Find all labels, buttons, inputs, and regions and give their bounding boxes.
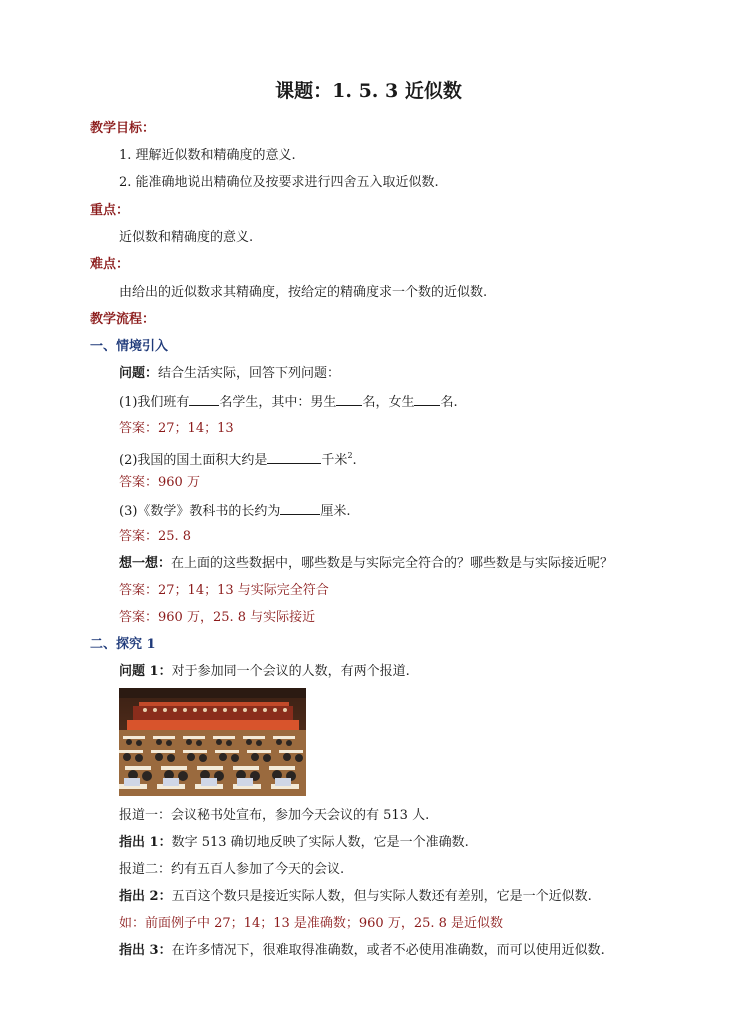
answer-blank	[189, 393, 219, 406]
point-1-line	[119, 835, 469, 851]
problem-1-line	[119, 664, 410, 680]
example-line: 如：前面例子中 27；14；13 是准确数；960 万，25. 8 是近似数	[119, 916, 504, 931]
point-1-label: 指出 1：	[119, 835, 172, 850]
answer-blank	[280, 502, 320, 515]
problem-1-label: 问题 1：	[119, 664, 172, 679]
q2-part: (2)我国的国土面积大约是	[119, 453, 268, 468]
question-2	[119, 448, 357, 469]
objective-item: 1. 理解近似数和精确度的意义.	[119, 148, 296, 163]
think-answer-1: 答案：27；14；13 与实际完全符合	[119, 583, 329, 598]
key-point-text: 近似数和精确度的意义.	[119, 230, 254, 245]
answer-blank	[267, 451, 321, 464]
difficulty-heading: 难点：	[90, 257, 130, 272]
q2-part: 千米	[321, 453, 348, 468]
q3-part: 厘米.	[320, 504, 351, 519]
q1-part: 名学生，其中：男生	[219, 395, 337, 410]
q1-part: 名，女生	[362, 395, 415, 410]
point-3-label: 指出 3：	[119, 943, 172, 958]
conference-photo	[119, 688, 306, 796]
page-title: 课题：1. 5. 3 近似数	[275, 80, 462, 102]
think-label: 想一想：	[119, 556, 172, 571]
answer-2: 答案：960 万	[119, 475, 200, 490]
difficulty-text: 由给出的近似数求其精确度，按给定的精确度求一个数的近似数.	[119, 285, 488, 300]
think-line	[119, 556, 613, 572]
answer-blank	[336, 393, 362, 406]
point-2-label: 指出 2：	[119, 889, 172, 904]
objective-item: 2. 能准确地说出精确位及按要求进行四舍五入取近似数.	[119, 175, 439, 190]
point-3-text: 在许多情况下，很难取得准确数，或者不必使用准确数，而可以使用近似数.	[171, 943, 605, 958]
q2-part: .	[352, 453, 357, 468]
q1-part: (1)我们班有	[119, 395, 190, 410]
key-point-heading: 重点：	[90, 203, 130, 218]
point-2-line	[119, 889, 592, 905]
question-line	[119, 366, 340, 382]
question-label: 问题：	[119, 366, 159, 381]
objectives-heading: 教学目标：	[90, 121, 156, 136]
report-2: 报道二：约有五百人参加了今天的会议.	[119, 862, 345, 877]
point-1-text: 数字 513 确切地反映了实际人数，它是一个准确数.	[171, 835, 469, 850]
conference-photo-image	[119, 688, 306, 796]
section2-heading: 二、探究 1	[90, 637, 156, 652]
answer-3: 答案：25. 8	[119, 529, 192, 544]
point-2-text: 五百这个数只是接近实际人数，但与实际人数还有差别，它是一个近似数.	[171, 889, 592, 904]
process-heading: 教学流程：	[90, 312, 156, 327]
superscript: 2	[347, 451, 353, 460]
think-text: 在上面的这些数据中，哪些数是与实际完全符合的？哪些数是与实际接近呢？	[171, 556, 614, 571]
q1-part: 名.	[440, 395, 458, 410]
answer-1: 答案：27；14；13	[119, 421, 234, 436]
question-text: 结合生活实际，回答下列问题：	[158, 366, 341, 381]
q3-part: (3)《数学》教科书的长约为	[119, 504, 281, 519]
answer-blank	[414, 393, 440, 406]
point-3-line	[119, 943, 605, 959]
question-1	[119, 393, 458, 411]
think-answer-2: 答案：960 万，25. 8 与实际接近	[119, 610, 316, 625]
question-3	[119, 502, 351, 520]
report-1: 报道一：会议秘书处宣布，参加今天会议的有 513 人.	[119, 808, 430, 823]
section1-heading: 一、情境引入	[90, 339, 169, 354]
problem-1-text: 对于参加同一个会议的人数，有两个报道.	[171, 664, 410, 679]
